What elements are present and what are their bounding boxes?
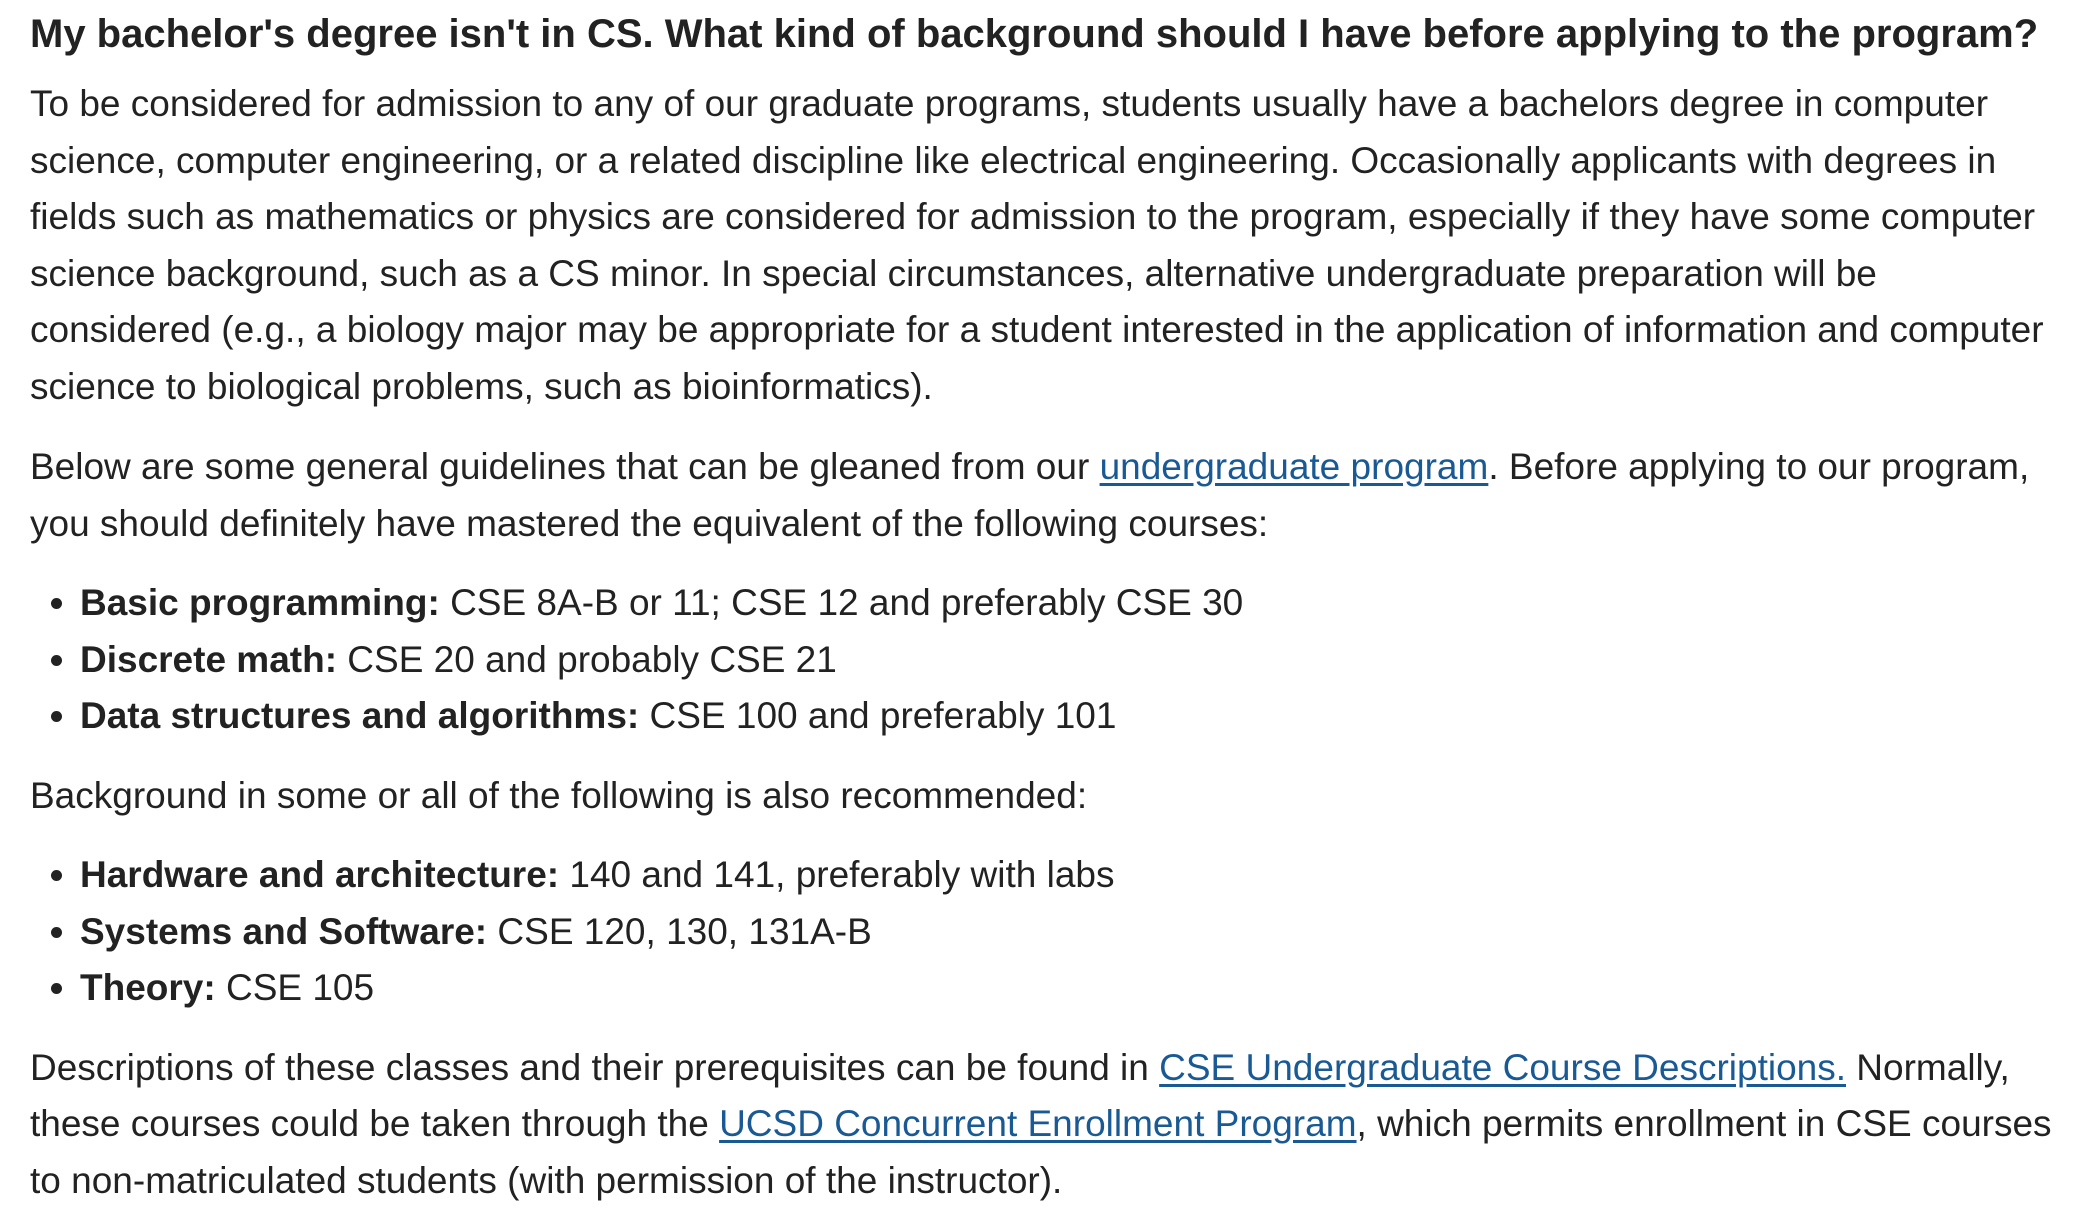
course-list-text: CSE 120, 130, 131A-B [487,910,872,952]
required-courses-list [30,575,2060,745]
recommended-intro-paragraph: Background in some or all of the following is also recommended: [30,774,1088,816]
list-item [80,688,2060,745]
course-list-text: CSE 105 [215,967,375,1008]
faq-question-heading: My bachelor's degree isn't in CS. What kind of background should I have before applying to the program? [30,12,2039,56]
guidelines-text-start: Below are some general guidelines that can be gleaned from our [30,446,1100,487]
course-area-label: Discrete math: [80,638,338,680]
list-item [80,632,2060,689]
guidelines-text-end: . Before applying to our program, you should definitely have mastered the equivalent of the following courses: [30,446,2030,544]
course-list-text: CSE 20 and probably CSE 21 [337,638,837,680]
list-item [80,575,2060,632]
course-list-text: 140 and 141, preferably with labs [559,854,1115,895]
descriptions-text-end: , which permits enrollment in CSE courses to non-matriculated students (with permission of the instructor). [30,1103,2052,1201]
faq-section [30,0,2060,1209]
descriptions-paragraph [30,1040,2060,1210]
course-descriptions-link[interactable]: CSE Undergraduate Course Descriptions. [1159,1046,1847,1088]
intro-paragraph: To be considered for admission to any of our graduate programs, students usually have a bachelors degree in computer science, computer engineering, or a related discipline like electrical engineering. Occasionally applicants with degrees in fields such as mathematics or physics are considered for admission to the program, especially if they have some computer science background, such as a CS minor. In special circumstances, alternative undergraduate preparation will be considered (e.g., a biology major may be appropriate for a student interested in the application of information and computer science to biological problems, such as bioinformatics). [30,83,2044,407]
course-list-text: CSE 8A-B or 11; CSE 12 and preferably CSE 30 [439,582,1244,623]
descriptions-text-middle: Normally, these courses could be taken through the [30,1046,2010,1144]
list-item [80,847,2060,904]
course-area-label: Data structures and algorithms: [80,695,640,736]
undergraduate-program-link[interactable]: undergraduate program [1099,446,1489,487]
concurrent-enrollment-link[interactable]: UCSD Concurrent Enrollment Program [719,1103,1357,1144]
descriptions-text-start: Descriptions of these classes and their prerequisites can be found in [30,1046,1160,1088]
list-item [80,904,2060,961]
guidelines-paragraph [30,439,2060,552]
course-area-label: Basic programming: [80,582,440,623]
list-item [80,960,2060,1017]
course-area-label: Theory: [80,967,216,1008]
recommended-courses-list [30,847,2060,1017]
course-area-label: Systems and Software: [80,910,488,952]
course-area-label: Hardware and architecture: [80,854,560,895]
course-list-text: CSE 100 and preferably 101 [639,695,1117,736]
